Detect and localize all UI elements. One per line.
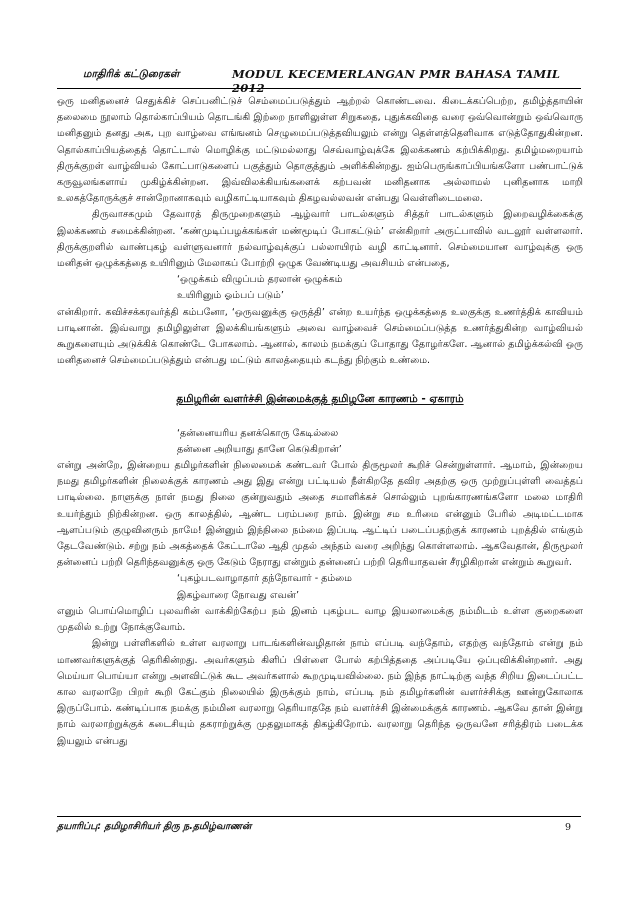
author-credit: தயாரிப்பு: தமிழாசிரியர் திரு ந.தமிழ்வாணன்	[57, 821, 252, 832]
paragraph: இன்று பள்ளிகளில் உள்ள வரலாறு பாடங்களின்வழிதான் நாம் எப்படி வந்தோம், எதற்கு வந்தோம் என்று நம் மாணவர்களுக்குத் தெரிகின்றது. அவர்களும் கிளிப் பிள்ளை போல் கற்பித்ததை அப்படியே ஒப்புவிக்கின்றனர். அது மெய்யா பொய்யா என்று அளவிட்டுக் கூட அவர்களால் கூறமுடியவில்லை. நம் இந்த நாட்டிற்கு வந்த சிறிய இடைப்பட்ட கால வரலாறே பிறர் கூறி கேட்கும் நிலையில் இருக்கும் நாம், எப்படி நம் தமிழர்களின் வளர்ச்சிக்கு ஊன்றுகோலாக இருப்போம். கண்டிப்பாக நமக்கு நம்மின வரலாறு தெரியாததே நம் வளர்ச்சி இன்மைக்குக் காரணம். ஆகவே தான் இன்று நாம் வரலாற்றுக்குக் கடைசியும் தகராற்றுக்கு முதலுமாகத் திகழ்கிறோம். வரலாறு தெரிந்த ஒருவனே சரித்திரம் படைக்க இயலும் என்பது	[57, 638, 583, 747]
verse-line: ‘புகழ்படவாழாதார் தந்நோவார் - தம்மை	[177, 573, 352, 585]
header-title-tamil: மாதிரிக் கட்டுரைகள்	[83, 68, 180, 80]
paragraph: திருவாசகமும் தேவாரத் திருமுறைகளும் ஆழ்வார் பாடல்களும் சித்தர் பாடல்களும் இறைவழிக்கைக்கு இலக்கணம் சமைக்கின்றன. ‘கண்முடிப்பழக்கங்கள் மண்மூடிப் போகட்டும்’ என்கிறார் அருட்பாவில் வடலூர் வள்ளலார். திருக்குறளில் வாண்புகழ் வள்ளுவனார் நல்வாழ்வுக்குப் பல்லாயிரம் வழி காட்டினார். செம்மையான வாழ்வுக்கு ஒரு மனிதன் ஒழுக்கத்தை உயிரினும் மேலாகப் போற்றி ஒழுக வேண்டியது அவசியம் என்பதை,	[57, 209, 583, 270]
verse-line: உயிரினும் ஓம்பப் படும்’	[177, 290, 284, 302]
paragraph: என்கிறார். கவிச்சக்கரவர்த்தி கம்பனோ, ‘ஒருவனுக்கு ஒருத்தி’ என்ற உயர்ந்த ஒழுக்கத்தை உலகுக்கு உணர்த்திக் காவியம் பாடினான். இவ்வாறு தமிழிலுள்ள இலக்கியங்களும் அவை வாழ்வைச் செம்மைப்படுத்த உணர்த்துகின்ற வாழ்வியல் கூறுகளையும் அடுக்கிக் கொண்டே போகலாம். ஆனால், காலம் நமக்குப் போதாது தோழர்களே. ஆனால் தமிழ்க்கல்வி ஒரு மனிதனைச் செம்மைப்படுத்தும் என்பது மட்டும் காலத்தையும் கடந்து நிற்கும் உண்மை.	[57, 306, 583, 367]
verse-line: தன்னை அறியாது தானே கெடுகிறான்’	[177, 443, 342, 455]
verse-line: இகழ்வாரை நோவது எவன்’	[177, 589, 300, 601]
page-header	[57, 66, 581, 95]
verse-line: ‘தன்னையரிய தனக்கொரு கேடில்லை	[177, 427, 339, 439]
section-heading: தமிழரின் வளர்ச்சி இன்மைக்குத் தமிழனே காரணம் - ஏகாரம்	[176, 393, 464, 406]
page-footer	[57, 816, 581, 833]
paragraph: ஒரு மனிதனைச் செதுக்கிச் செப்பனிட்டுச் செம்மைப்படுத்தும் ஆற்றல் கொண்டவை. கிடைக்கப்பெற்ற, தமிழ்த்தாயின் தலைமை நூலாம் தொல்காப்பியம் தொடங்கி இற்றை நாளிலுள்ள சிறுகதை, புதுக்கவிதை வரை ஒவ்வொன்றும் ஒவ்வொரு மனிதனும் தனது அக, புற வாழ்வை எங்ஙனம் செழுமைப்படுத்தவியலும் என்று தெள்ளத்தெளிவாக எடுத்தோதுகின்றன. தொல்காப்பியத்தைத் தொட்டால் மொழிக்கு மட்டுமல்லாது செவ்வாழ்வுக்கே இலக்கணம் கற்பிக்கிறது. தமிழ்மறையாம் திருக்குறள் வாழ்வியல் கோட்பாடுகளைப் பகுத்தும் தொகுத்தும் அளிக்கின்றது. ஐம்பெருங்காப்பியங்களோ பண்பாட்டுக் கருவூலங்களாய் முகிழ்க்கின்றன. இவ்விலக்கியங்களைக் கற்பவன் மனிதனாக அல்லாமல் புனிதனாக மாறி உலகத்தோருக்குச் சான்றோனாகவும் வழிகாட்டியாகவும் திகழவல்லவன் என்பது வெள்ளிடைமலை.	[57, 96, 583, 205]
page-number: 9	[564, 822, 571, 833]
verse-line: ‘ஒழுக்கம் விழுப்பம் தரலான் ஒழுக்கம்	[177, 274, 343, 286]
paragraph: என்று அன்றே, இன்றைய தமிழர்களின் நிலைமைக் கண்டவர் போல் திருமூலர் கூறிச் சென்றுள்ளார். ஆமாம், இன்றைய நமது தமிழர்களின் நிலைக்குக் காரணம் அது இது என்று பட்டியல் நீள்கிறதே தவிர அதற்கு ஒரு முற்றுப்புள்ளி வைத்தப் பாடில்லை. நாளுக்கு நாள் நமது நிலை குன்றுவதும் அதை சமாளிக்கச் சொல்லும் புறங்காரணங்களோ மலை மாதிரி உயர்ந்தும் நிற்கின்றன. ஒரு காலத்தில், ஆண்ட பரம்பரை நாம். இன்று சம உரிமை என்னும் பேரில் அடிமட்டமாக ஆளப்படும் குழுவினரும் நாமே! இன்னும் இந்நிலை நம்மை இப்படி ஆட்டிப் படைப்பதற்குக் காரணம் புறத்தில் எங்கும் தேடவேண்டும். சற்று நம் அகத்தைக் கேட்டாலே ஆதி முதல் அந்தம் வரை அறிந்து கொள்ளலாம். ஆகவேதான், திருமூலர் தன்னைப் பற்றி தெரிந்தவனுக்கு ஒரு கேடும் நேராது என்றும் தன்னைப் பற்றி தெரியாதவன் சீரழிகிறான் என்றும் கூறுவர்.	[57, 460, 583, 569]
document-body	[57, 94, 583, 750]
header-module-title: MODUL KECEMERLANGAN PMR BAHASA TAMIL 2012	[232, 67, 561, 95]
paragraph: எனும் பொய்மொழிப் புலவரின் வாக்கிற்கேற்ப நம் இனம் புகழ்பட வாழ இயலாமைக்கு நம்மிடம் உள்ள குறைகளை முதலில் உற்று நோக்குவோம்.	[57, 605, 583, 634]
